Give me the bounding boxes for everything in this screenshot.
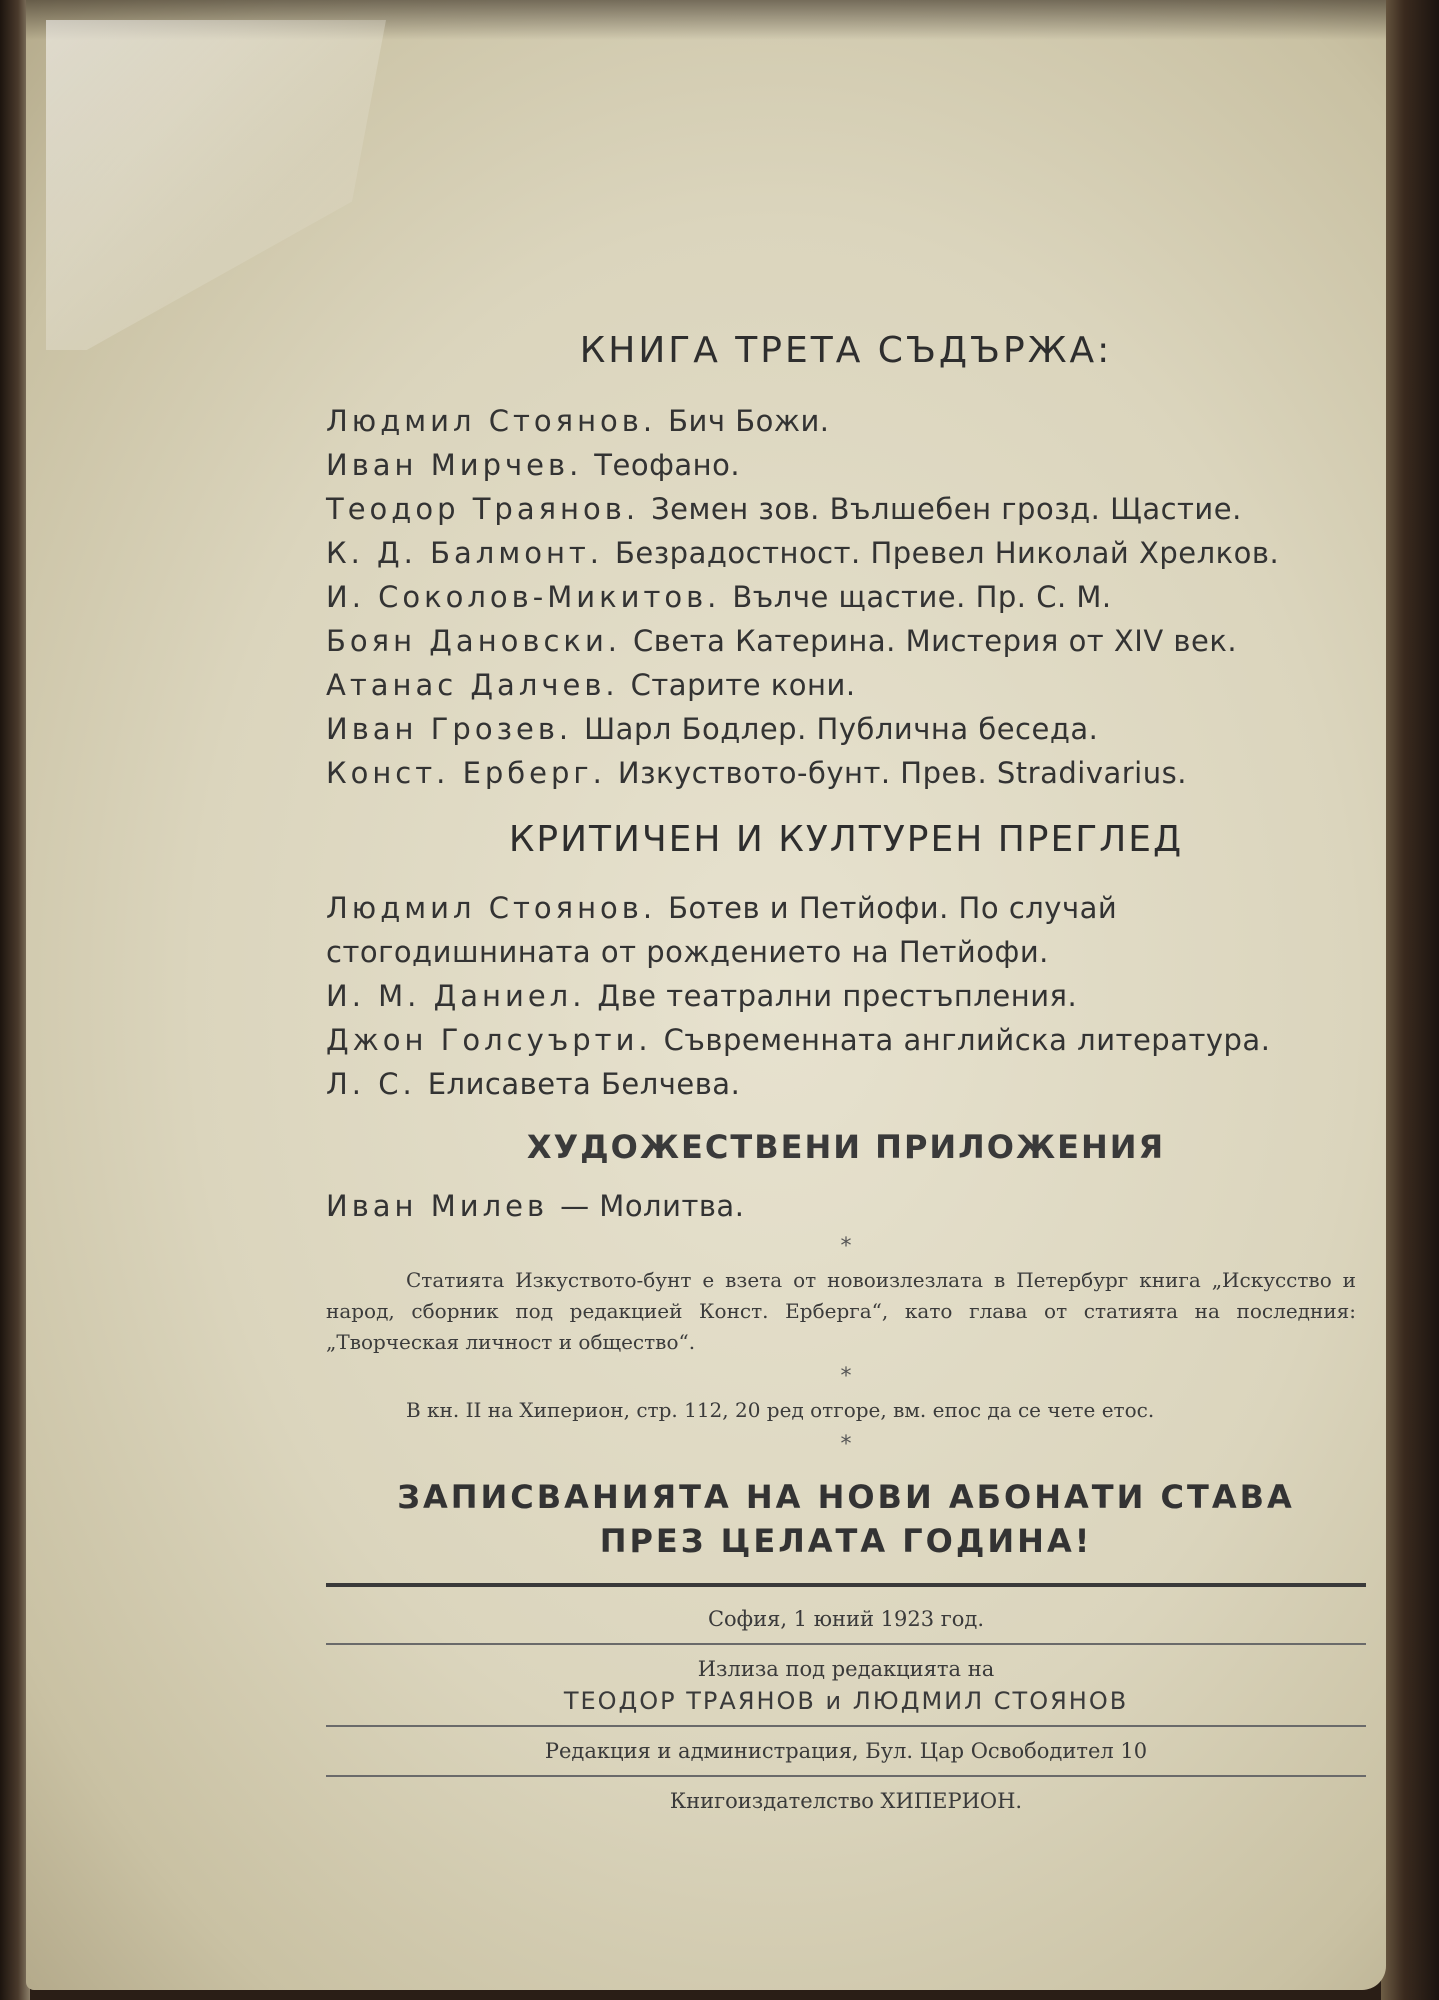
item-author: И. М. Даниел. bbox=[326, 979, 586, 1013]
art-heading: ХУДОЖЕСТВЕНИ ПРИЛОЖЕНИЯ bbox=[526, 1128, 1166, 1166]
review-item bbox=[326, 886, 1366, 974]
page-content bbox=[326, 320, 1366, 1817]
item-author: Л. С. bbox=[326, 1067, 416, 1101]
item-title: Две театрални престъпления. bbox=[597, 979, 1078, 1013]
contents-item bbox=[326, 443, 1366, 487]
item-title: Съвременната английска литература. bbox=[663, 1023, 1271, 1057]
item-author: К. Д. Балмонт. bbox=[326, 536, 604, 570]
divider bbox=[326, 1775, 1366, 1777]
item-title: Земен зов. Вълшебен грозд. Щастие. bbox=[651, 492, 1242, 526]
item-author: Теодор Траянов. bbox=[326, 492, 640, 526]
item-title: Елисавета Белчева. bbox=[427, 1067, 741, 1101]
contents-item bbox=[326, 575, 1366, 619]
item-title: Теофано. bbox=[594, 448, 741, 482]
item-title: Шарл Бодлер. Публична беседа. bbox=[584, 712, 1099, 746]
item-title: — Молитва. bbox=[560, 1189, 745, 1223]
art-item bbox=[326, 1184, 1366, 1228]
item-author: Боян Дановски. bbox=[326, 624, 622, 658]
item-title: Старите кони. bbox=[630, 668, 856, 702]
imprint-editors: ТЕОДОР ТРАЯНОВ и ЛЮДМИЛ СТОЯНОВ bbox=[563, 1687, 1129, 1715]
contents-item bbox=[326, 619, 1366, 663]
item-title: Ботев и Петйофи. По случай стогодишнината от рождението на Петйофи. bbox=[326, 891, 1118, 969]
erratum-paragraph: В кн. II на Хиперион, стр. 112, 20 ред отгоре, вм. епос да се чете етос. bbox=[406, 1398, 1155, 1422]
contents-list bbox=[326, 399, 1366, 795]
item-author: Иван Мирчев. bbox=[326, 448, 583, 482]
contents-item bbox=[326, 531, 1366, 575]
item-author: Иван Грозев. bbox=[326, 712, 573, 746]
item-author: И. Соколов-Микитов. bbox=[326, 580, 721, 614]
review-heading: КРИТИЧЕН И КУЛТУРЕН ПРЕГЛЕД bbox=[508, 819, 1184, 860]
contents-item bbox=[326, 487, 1366, 531]
review-item bbox=[326, 1062, 1366, 1106]
book-page bbox=[26, 0, 1386, 1990]
review-item bbox=[326, 974, 1366, 1018]
contents-item bbox=[326, 399, 1366, 443]
art-list bbox=[326, 1184, 1366, 1228]
item-title: Бич Божи. bbox=[668, 404, 830, 438]
imprint-edited-by: Излиза под редакцията на bbox=[697, 1657, 995, 1681]
contents-item bbox=[326, 707, 1366, 751]
item-author: Людмил Стоянов. bbox=[326, 891, 657, 925]
review-item bbox=[326, 1018, 1366, 1062]
imprint-publisher: Книгоиздателство ХИПЕРИОН. bbox=[669, 1789, 1023, 1813]
note-paragraph: Статията Изкуството-бунт е взета от новоизлезлата в Петербург книга „Искусство и народ, сборник под редакцией Конст. Ерберга“, като глава от статията на последния: „Творческая личност и общество“. bbox=[326, 1268, 1356, 1354]
imprint-address: Редакция и администрация, Бул. Цар Освободител 10 bbox=[544, 1739, 1148, 1763]
item-title: Вълче щастие. Пр. С. М. bbox=[732, 580, 1112, 614]
item-title: Изкуството-бунт. Прев. Stradivarius. bbox=[617, 756, 1187, 790]
divider bbox=[326, 1583, 1366, 1587]
book-page-edges bbox=[1381, 0, 1439, 2000]
divider bbox=[326, 1725, 1366, 1727]
item-author: Джон Голсуърти. bbox=[326, 1023, 652, 1057]
imprint-place-date: София, 1 юний 1923 год. bbox=[707, 1607, 985, 1631]
item-author: Иван Милев bbox=[326, 1189, 549, 1223]
announcement-line: ПРЕЗ ЦЕЛАТА ГОДИНА! bbox=[599, 1522, 1093, 1560]
review-list bbox=[326, 886, 1366, 1106]
separator-mark: * bbox=[840, 1364, 852, 1389]
item-author: Людмил Стоянов. bbox=[326, 404, 657, 438]
separator-mark: * bbox=[840, 1432, 852, 1457]
divider bbox=[326, 1643, 1366, 1645]
contents-heading: КНИГА ТРЕТА СЪДЪРЖА: bbox=[579, 330, 1113, 371]
contents-item bbox=[326, 663, 1366, 707]
announcement-line: ЗАПИСВАНИЯТА НА НОВИ АБОНАТИ СТАВА bbox=[397, 1478, 1295, 1516]
paper-insert bbox=[46, 20, 386, 350]
separator-mark: * bbox=[840, 1234, 852, 1259]
subscription-announcement bbox=[326, 1475, 1366, 1563]
item-author: Атанас Далчев. bbox=[326, 668, 619, 702]
item-author: Конст. Ерберг. bbox=[326, 756, 606, 790]
item-title: Света Катерина. Мистерия от XIV век. bbox=[633, 624, 1238, 658]
item-title: Безрадостност. Превел Николай Хрелков. bbox=[615, 536, 1280, 570]
contents-item bbox=[326, 751, 1366, 795]
